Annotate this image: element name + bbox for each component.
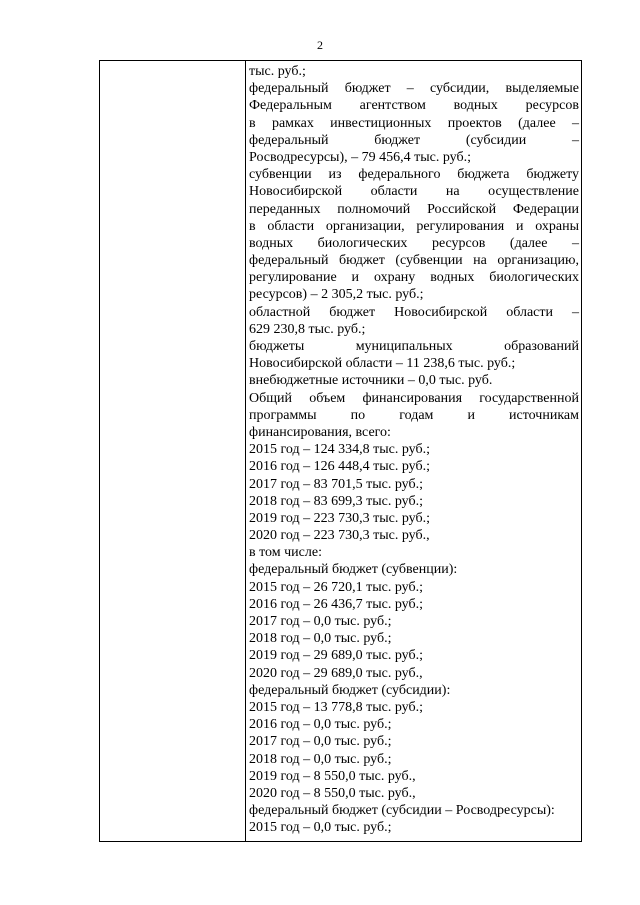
text-line: Новосибирской области – 11 238,6 тыс. руб.; (249, 356, 516, 372)
text-line: 2015 год – 13 778,8 тыс. руб.; (249, 699, 423, 715)
text-line: федеральный бюджет (субвенции): (249, 562, 458, 578)
text-line: 2019 год – 8 550,0 тыс. руб., (249, 768, 416, 784)
text-line: федеральный бюджет (субсидии – Росводресурсы): (249, 803, 555, 819)
text-line: Общий объем финансирования государственной (249, 390, 579, 406)
text-line: 2018 год – 0,0 тыс. руб.; (249, 751, 392, 767)
text-line: в области организации, регулирования и охраны (249, 218, 579, 234)
text-line: 2017 год – 0,0 тыс. руб.; (249, 614, 392, 629)
text-line: 2015 год – 124 334,8 тыс. руб.; (249, 442, 430, 458)
text-line: федеральный бюджет (субсидии): (249, 682, 451, 698)
table-right-cell (249, 63, 579, 836)
text-line: программы по годам и источникам (249, 407, 579, 423)
text-line: 2017 год – 0,0 тыс. руб.; (249, 734, 392, 750)
text-line: федеральный бюджет – субсидии, выделяемые (249, 81, 579, 97)
text-line: 2019 год – 29 689,0 тыс. руб.; (249, 648, 423, 664)
column-divider (245, 61, 246, 841)
text-line: 2020 год – 29 689,0 тыс. руб., (249, 665, 423, 681)
text-line: в том числе: (249, 545, 322, 561)
text-line: финансирования, всего: (249, 424, 391, 440)
text-line: 2017 год – 83 701,5 тыс. руб.; (249, 476, 423, 492)
text-line: тыс. руб.; (249, 64, 306, 79)
text-line: 2015 год – 0,0 тыс. руб.; (249, 820, 392, 836)
text-line: 2016 год – 126 448,4 тыс. руб.; (249, 459, 430, 475)
text-line: областной бюджет Новосибирской области – (249, 304, 579, 320)
text-line: бюджеты муниципальных образований (249, 339, 579, 354)
text-line: 2018 год – 83 699,3 тыс. руб.; (249, 493, 423, 509)
text-line: федеральный бюджет (субвенции на организацию, (249, 253, 579, 269)
document-table (99, 60, 582, 842)
text-line: 2015 год – 26 720,1 тыс. руб.; (249, 579, 423, 595)
text-line: 2016 год – 0,0 тыс. руб.; (249, 717, 392, 733)
text-line: Федеральным агентством водных ресурсов (249, 98, 579, 114)
text-line: 629 230,8 тыс. руб.; (249, 321, 366, 337)
text-line: водных биологических ресурсов (далее – (249, 235, 579, 251)
page-number: 2 (317, 38, 323, 52)
text-line: ресурсов) – 2 305,2 тыс. руб.; (249, 287, 424, 303)
text-line: субвенции из федерального бюджета бюджету (249, 167, 579, 183)
text-line: Росводресурсы), – 79 456,4 тыс. руб.; (249, 149, 471, 165)
text-line: переданных полномочий Российской Федерации (249, 201, 579, 217)
text-line: в рамках инвестиционных проектов (далее – (249, 115, 579, 131)
text-line: 2018 год – 0,0 тыс. руб.; (249, 631, 392, 647)
table-left-cell (100, 61, 245, 841)
text-line: регулирование и охрану водных биологических (249, 270, 579, 286)
text-line: Новосибирской области на осуществление (249, 184, 579, 200)
text-line: 2020 год – 223 730,3 тыс. руб., (249, 528, 430, 544)
text-line: 2016 год – 26 436,7 тыс. руб.; (249, 596, 423, 612)
text-line: внебюджетные источники – 0,0 тыс. руб. (249, 373, 493, 389)
text-line: 2020 год – 8 550,0 тыс. руб., (249, 785, 416, 801)
text-line: федеральный бюджет (субсидии – (249, 132, 579, 148)
text-line: 2019 год – 223 730,3 тыс. руб.; (249, 510, 430, 526)
